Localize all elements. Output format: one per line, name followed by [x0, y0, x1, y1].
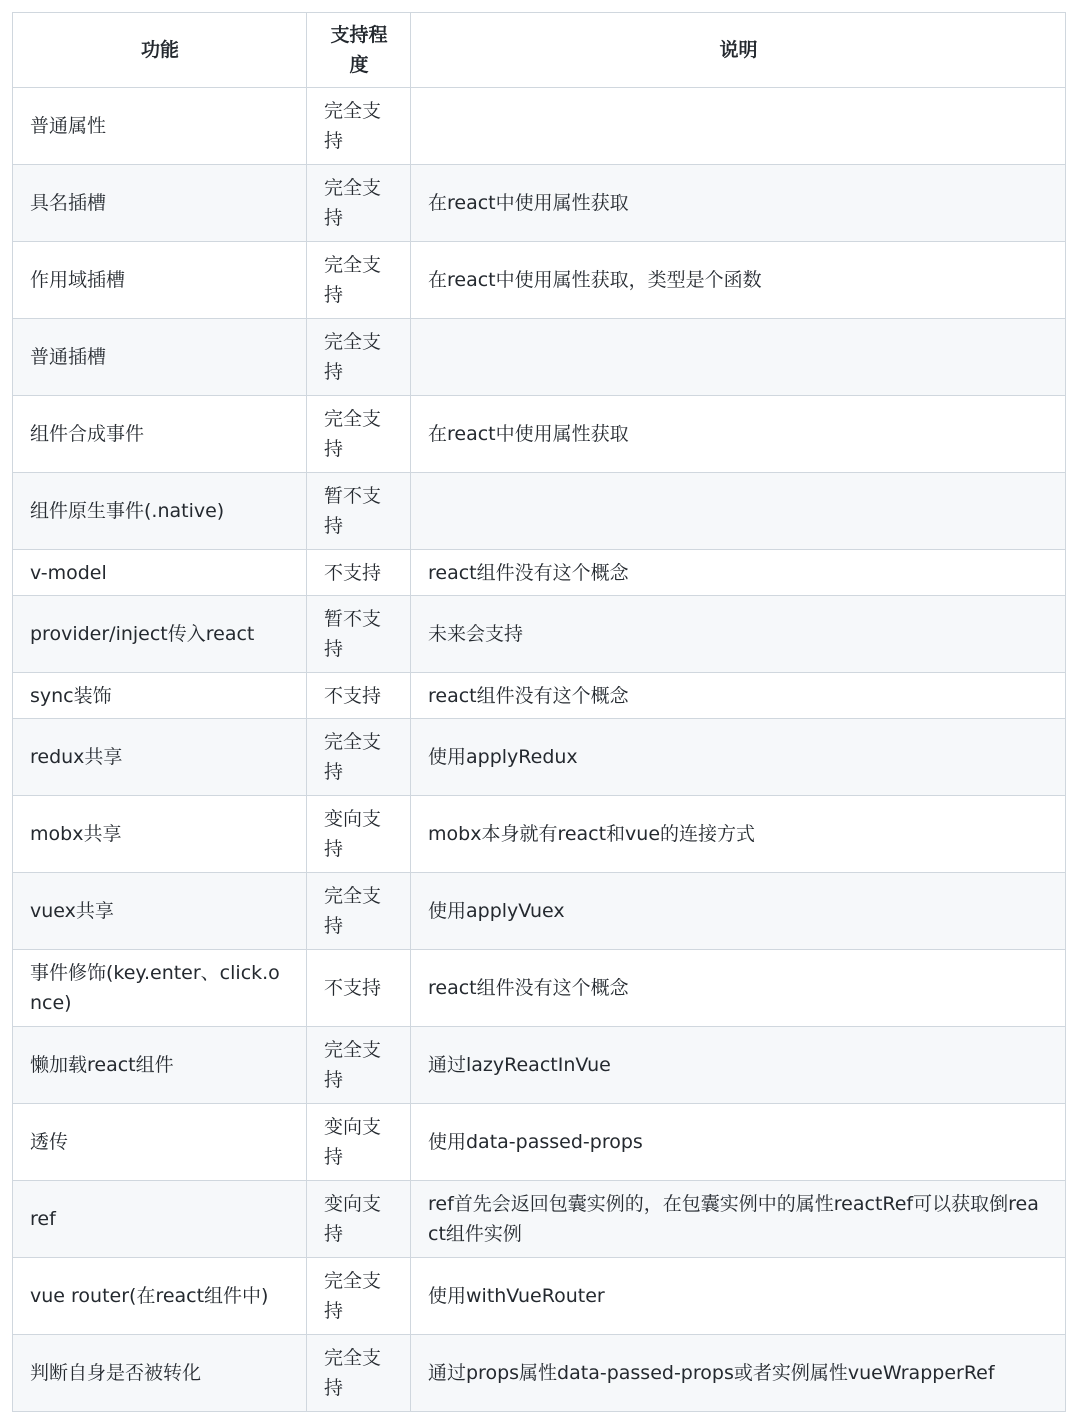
feature-cell: provider/inject传入react — [13, 596, 307, 673]
feature-cell: ref — [13, 1181, 307, 1258]
note-cell: 使用withVueRouter — [411, 1258, 1066, 1335]
feature-cell: 事件修饰(key.enter、click.once) — [13, 950, 307, 1027]
note-cell: 在react中使用属性获取，类型是个函数 — [411, 242, 1066, 319]
note-cell: 在react中使用属性获取 — [411, 165, 1066, 242]
feature-cell: mobx共享 — [13, 796, 307, 873]
table-row — [13, 88, 1066, 165]
support-cell: 完全支持 — [307, 396, 411, 473]
feature-cell: 组件原生事件(.native) — [13, 473, 307, 550]
feature-support-table-container — [12, 12, 1066, 1412]
support-cell: 完全支持 — [307, 242, 411, 319]
feature-cell: sync装饰 — [13, 673, 307, 719]
feature-cell: 普通插槽 — [13, 319, 307, 396]
table-row — [13, 550, 1066, 596]
table-row — [13, 473, 1066, 550]
table-row — [13, 1104, 1066, 1181]
note-cell: react组件没有这个概念 — [411, 673, 1066, 719]
note-cell: 使用data-passed-props — [411, 1104, 1066, 1181]
note-cell: 通过props属性data-passed-props或者实例属性vueWrapperRef — [411, 1335, 1066, 1412]
support-cell: 完全支持 — [307, 719, 411, 796]
note-cell — [411, 88, 1066, 165]
table-row — [13, 396, 1066, 473]
table-row — [13, 950, 1066, 1027]
support-cell: 不支持 — [307, 550, 411, 596]
table-header-row — [13, 13, 1066, 88]
note-cell: ref首先会返回包囊实例的，在包囊实例中的属性reactRef可以获取倒react组件实例 — [411, 1181, 1066, 1258]
support-cell: 完全支持 — [307, 1335, 411, 1412]
feature-cell: vue router(在react组件中) — [13, 1258, 307, 1335]
support-cell: 完全支持 — [307, 319, 411, 396]
feature-cell: v-model — [13, 550, 307, 596]
table-row — [13, 319, 1066, 396]
table-row — [13, 165, 1066, 242]
support-cell: 完全支持 — [307, 165, 411, 242]
table-row — [13, 1027, 1066, 1104]
note-cell: 未来会支持 — [411, 596, 1066, 673]
support-cell: 暂不支持 — [307, 473, 411, 550]
note-cell: 使用applyVuex — [411, 873, 1066, 950]
header-support: 支持程度 — [307, 13, 411, 88]
table-row — [13, 1181, 1066, 1258]
support-cell: 完全支持 — [307, 873, 411, 950]
note-cell — [411, 319, 1066, 396]
support-cell: 变向支持 — [307, 796, 411, 873]
note-cell: mobx本身就有react和vue的连接方式 — [411, 796, 1066, 873]
table-row — [13, 719, 1066, 796]
support-cell: 完全支持 — [307, 1258, 411, 1335]
support-cell: 完全支持 — [307, 1027, 411, 1104]
support-cell: 不支持 — [307, 950, 411, 1027]
table-row — [13, 873, 1066, 950]
header-note: 说明 — [411, 13, 1066, 88]
note-cell: react组件没有这个概念 — [411, 550, 1066, 596]
feature-cell: redux共享 — [13, 719, 307, 796]
feature-support-table — [12, 12, 1066, 1412]
note-cell: 使用applyRedux — [411, 719, 1066, 796]
table-row — [13, 796, 1066, 873]
feature-cell: 组件合成事件 — [13, 396, 307, 473]
header-feature: 功能 — [13, 13, 307, 88]
support-cell: 变向支持 — [307, 1104, 411, 1181]
table-row — [13, 1258, 1066, 1335]
table-row — [13, 596, 1066, 673]
table-row — [13, 242, 1066, 319]
support-cell: 不支持 — [307, 673, 411, 719]
feature-cell: 判断自身是否被转化 — [13, 1335, 307, 1412]
support-cell: 暂不支持 — [307, 596, 411, 673]
table-row — [13, 1335, 1066, 1412]
feature-cell: 普通属性 — [13, 88, 307, 165]
feature-cell: vuex共享 — [13, 873, 307, 950]
note-cell: 在react中使用属性获取 — [411, 396, 1066, 473]
feature-cell: 具名插槽 — [13, 165, 307, 242]
table-row — [13, 673, 1066, 719]
support-cell: 完全支持 — [307, 88, 411, 165]
feature-cell: 作用域插槽 — [13, 242, 307, 319]
feature-cell: 懒加载react组件 — [13, 1027, 307, 1104]
note-cell — [411, 473, 1066, 550]
note-cell: 通过lazyReactInVue — [411, 1027, 1066, 1104]
feature-cell: 透传 — [13, 1104, 307, 1181]
note-cell: react组件没有这个概念 — [411, 950, 1066, 1027]
support-cell: 变向支持 — [307, 1181, 411, 1258]
